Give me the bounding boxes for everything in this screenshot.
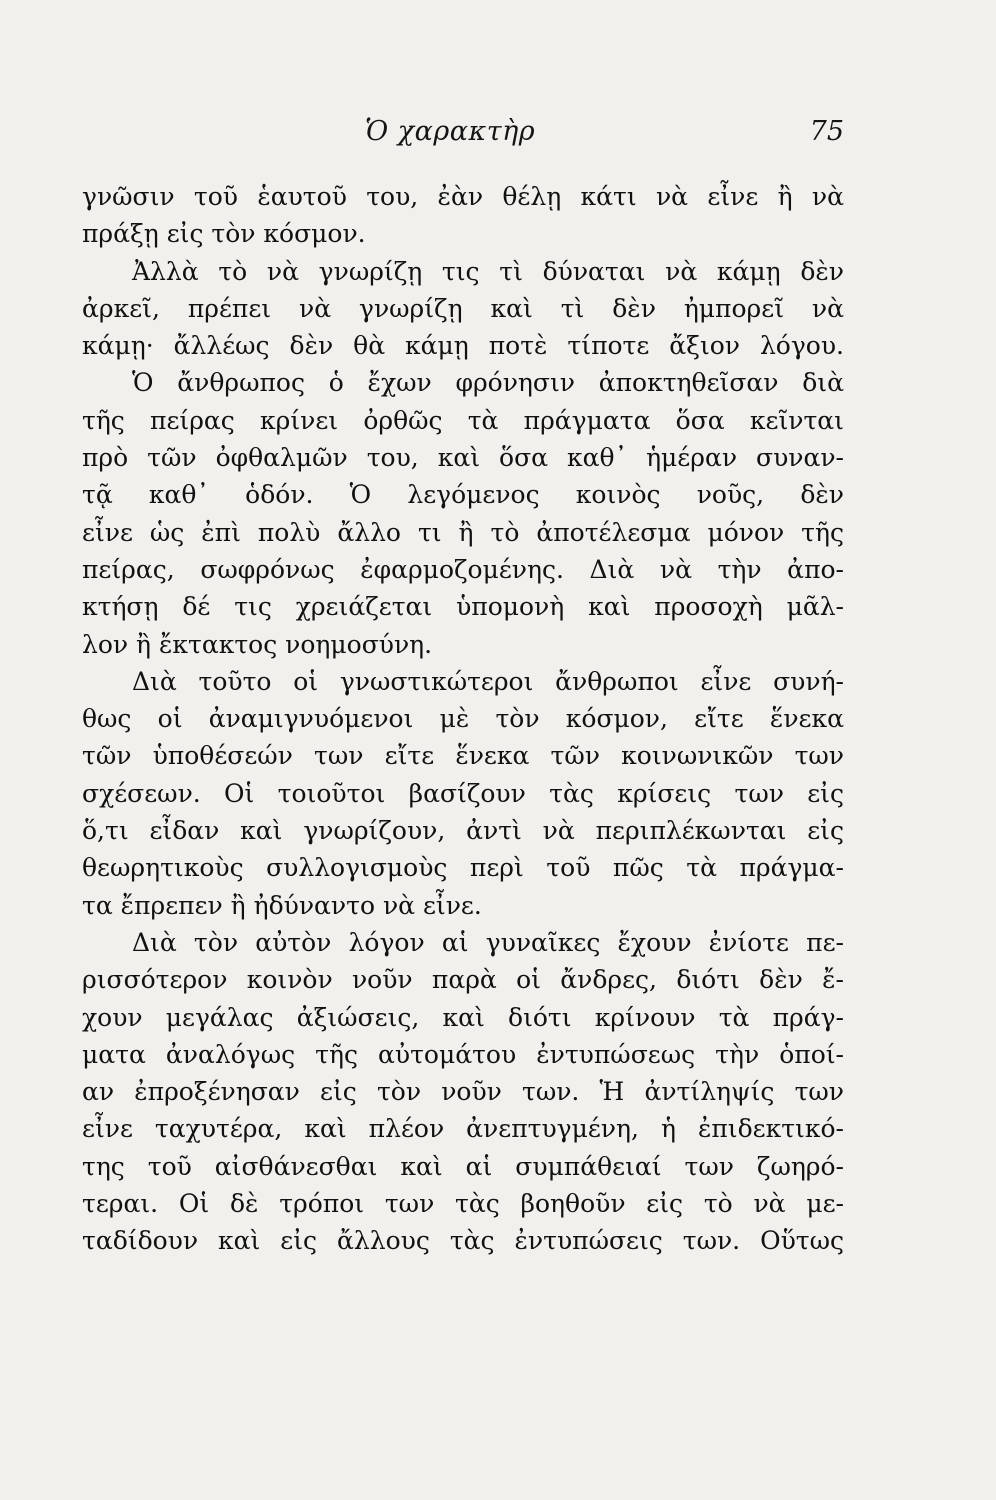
text-line: αν ἐπροξένησαν εἰς τὸν νοῦν των. Ἡ ἀντίληψίς των (82, 1077, 844, 1107)
text-line: ὅ,τι εἶδαν καὶ γνωρίζουν, ἀντὶ νὰ περιπλέκωνται εἰς (82, 816, 844, 846)
text-line: πρὸ τῶν ὀφθαλμῶν του, καὶ ὅσα καθ᾽ ἡμέραν συναν- (82, 443, 844, 473)
text-line: Ἀλλὰ τὸ νὰ γνωρίζῃ τις τὶ δύναται νὰ κάμῃ δὲν (132, 256, 844, 286)
text-line: λον ἢ ἔκτακτος νοημοσύνη. (82, 629, 433, 659)
text-line: ματα ἀναλόγως τῆς αὐτομάτου ἐντυπώσεως τὴν ὁποί- (82, 1039, 844, 1069)
text-line: τῶν ὑποθέσεών των εἴτε ἕνεκα τῶν κοινωνικῶν των (82, 741, 844, 771)
text-line: Διὰ τὸν αὐτὸν λόγον αἱ γυναῖκες ἔχουν ἐνίοτε πε- (132, 927, 844, 957)
page-number: 75 (809, 116, 844, 147)
text-line: θεωρητικοὺς συλλογισμοὺς περὶ τοῦ πῶς τὰ πράγμα- (82, 853, 844, 883)
page-header (82, 112, 844, 152)
text-line: πράξῃ εἰς τὸν κόσμον. (82, 219, 366, 249)
text-line: Ὁ ἄνθρωπος ὁ ἔχων φρόνησιν ἀποκτηθεῖσαν διὰ (132, 368, 844, 398)
body-text (82, 178, 844, 1260)
text-line: ρισσότερον κοινὸν νοῦν παρὰ οἱ ἄνδρες, διότι δὲν ἔ- (82, 965, 844, 995)
text-line: γνῶσιν τοῦ ἑαυτοῦ του, ἐὰν θέλῃ κάτι νὰ εἶνε ἢ νὰ (82, 182, 844, 211)
text-line: κάμῃ· ἄλλέως δὲν θὰ κάμῃ ποτὲ τίποτε ἄξιον λόγου. (82, 331, 844, 361)
text-line: ἀρκεῖ, πρέπει νὰ γνωρίζῃ καὶ τὶ δὲν ἠμπορεῖ νὰ (82, 293, 844, 323)
text-line: χουν μεγάλας ἀξιώσεις, καὶ διότι κρίνουν τὰ πράγ- (82, 1002, 844, 1032)
text-line: τεραι. Οἱ δὲ τρόποι των τὰς βοηθοῦν εἰς τὸ νὰ με- (82, 1189, 844, 1219)
running-head: Ὁ χαρακτὴρ (365, 116, 536, 147)
text-line: πείρας, σωφρόνως ἐφαρμοζομένης. Διὰ νὰ τὴν ἀπο- (82, 554, 844, 584)
text-line: τα ἔπρεπεν ἢ ἠδύναντο νὰ εἶνε. (82, 890, 482, 920)
text-line: θως οἱ ἀναμιγνυόμενοι μὲ τὸν κόσμον, εἴτε ἕνεκα (82, 704, 844, 734)
text-line: σχέσεων. Οἱ τοιοῦτοι βασίζουν τὰς κρίσεις των εἰς (82, 778, 844, 808)
text-line: ταδίδουν καὶ εἰς ἄλλους τὰς ἐντυπώσεις των. Οὕτως (82, 1226, 844, 1256)
text-line: τᾷ καθ᾽ ὁδόν. Ὁ λεγόμενος κοινὸς νοῦς, δὲν (82, 480, 844, 510)
text-line: κτήσῃ δέ τις χρειάζεται ὑπομονὴ καὶ προσοχὴ μᾶλ- (82, 592, 844, 622)
text-line: εἶνε ταχυτέρα, καὶ πλέον ἀνεπτυγμένη, ἡ ἐπιδεκτικό- (82, 1114, 844, 1144)
text-line: της τοῦ αἰσθάνεσθαι καὶ αἱ συμπάθειαί των ζωηρό- (82, 1151, 844, 1181)
text-line: εἶνε ὡς ἐπὶ πολὺ ἄλλο τι ἢ τὸ ἀποτέλεσμα μόνον τῆς (82, 517, 844, 547)
text-line: τῆς πείρας κρίνει ὀρθῶς τὰ πράγματα ὅσα κεῖνται (82, 405, 844, 435)
text-line: Διὰ τοῦτο οἱ γνωστικώτεροι ἄνθρωποι εἶνε συνή- (132, 666, 844, 696)
